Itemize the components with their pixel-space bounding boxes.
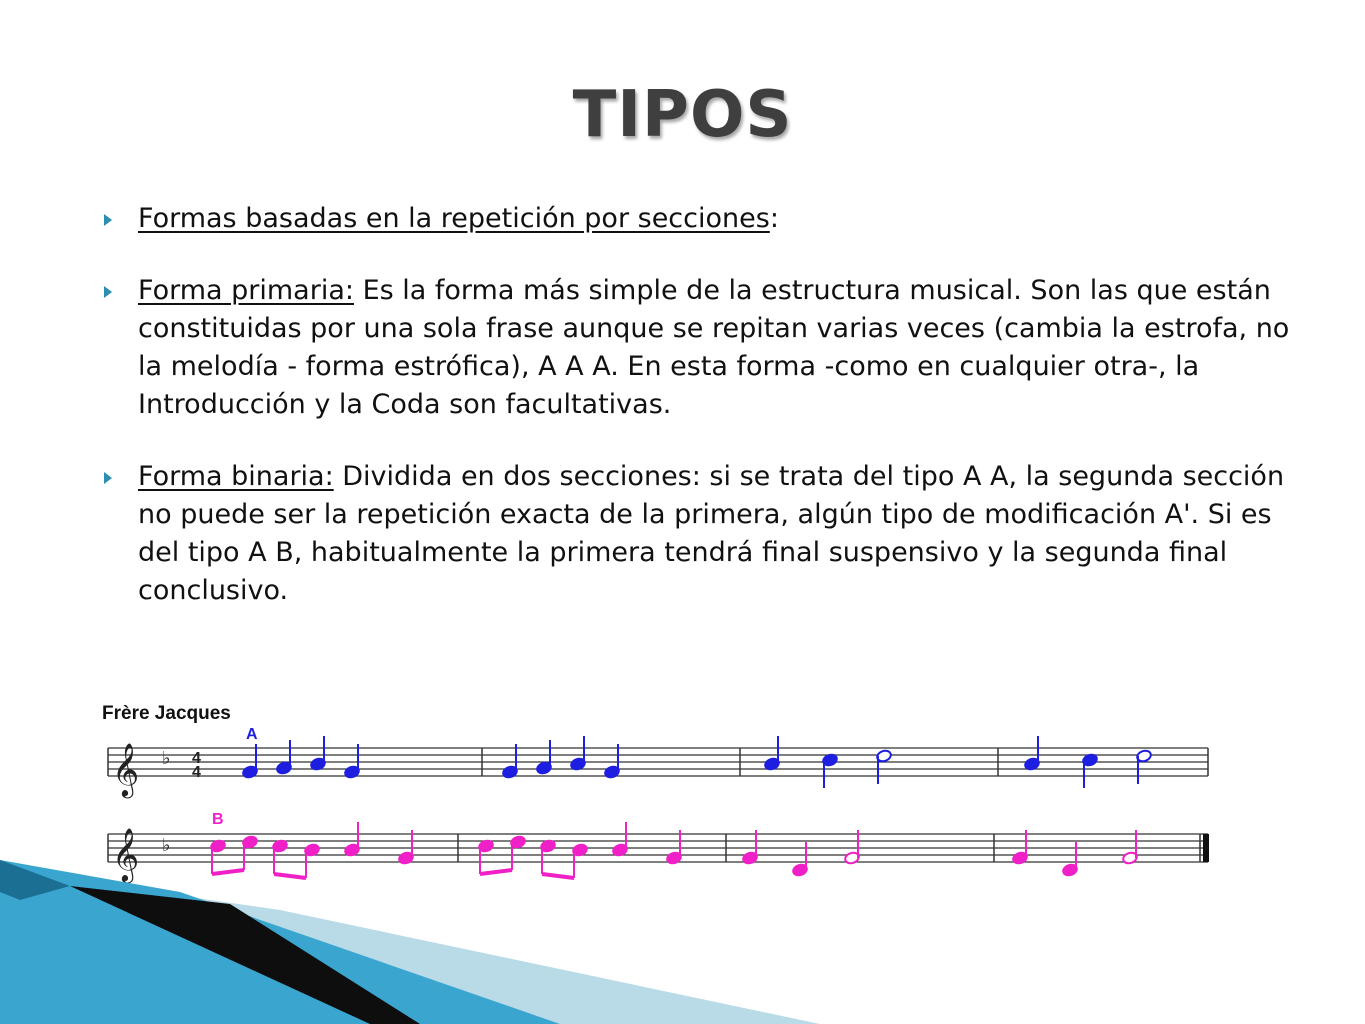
slide-title: TIPOS xyxy=(572,78,793,152)
svg-text:𝄞: 𝄞 xyxy=(112,742,140,796)
bullet-text: Dividida en dos secciones: si se trata del tipo A A, la segunda sección no puede ser la repetición exacta de la primera, algún tipo de modificación A'. Si es del tipo A B, habitualmente la primera tendrá final suspensivo y la segunda final conclusivo. xyxy=(138,461,1285,606)
bullet-arrow-icon xyxy=(104,214,112,226)
staff-1 xyxy=(108,748,1208,776)
bullet-heading: Forma binaria: xyxy=(138,461,334,492)
decorative-corner-swoosh xyxy=(0,830,1365,1024)
section-b-label: B xyxy=(212,811,224,828)
svg-text:𝄞: 𝄞 xyxy=(112,827,140,881)
bullet-heading: Formas basadas en la repetición por secciones xyxy=(138,203,770,234)
time-signature-bottom: 4 xyxy=(192,764,201,781)
bullet-arrow-icon xyxy=(104,286,112,298)
bullet-item xyxy=(100,458,1310,610)
bullet-text: Es la forma más simple de la estructura musical. Son las que están constituidas por una sola frase aunque se repitan varias veces (cambia la estrofa, no la melodía - forma estrófica), A A A. En esta forma -como en cualquier otra-, la Introducción y la Coda son facultativas. xyxy=(138,275,1290,420)
bullet-heading: Forma primaria: xyxy=(138,275,354,306)
time-signature-top: 4 xyxy=(192,750,201,767)
section-a-label: A xyxy=(246,726,258,743)
bullet-arrow-icon xyxy=(104,472,112,484)
key-flat-icon: ♭ xyxy=(162,748,171,769)
score-title: Frère Jacques xyxy=(102,703,231,724)
treble-clef-icon xyxy=(112,742,139,798)
key-flat-icon: ♭ xyxy=(162,835,171,856)
bullet-item xyxy=(100,200,1310,238)
bullet-list xyxy=(100,200,1310,644)
bullet-text: : xyxy=(769,203,779,234)
bullet-item xyxy=(100,272,1310,424)
